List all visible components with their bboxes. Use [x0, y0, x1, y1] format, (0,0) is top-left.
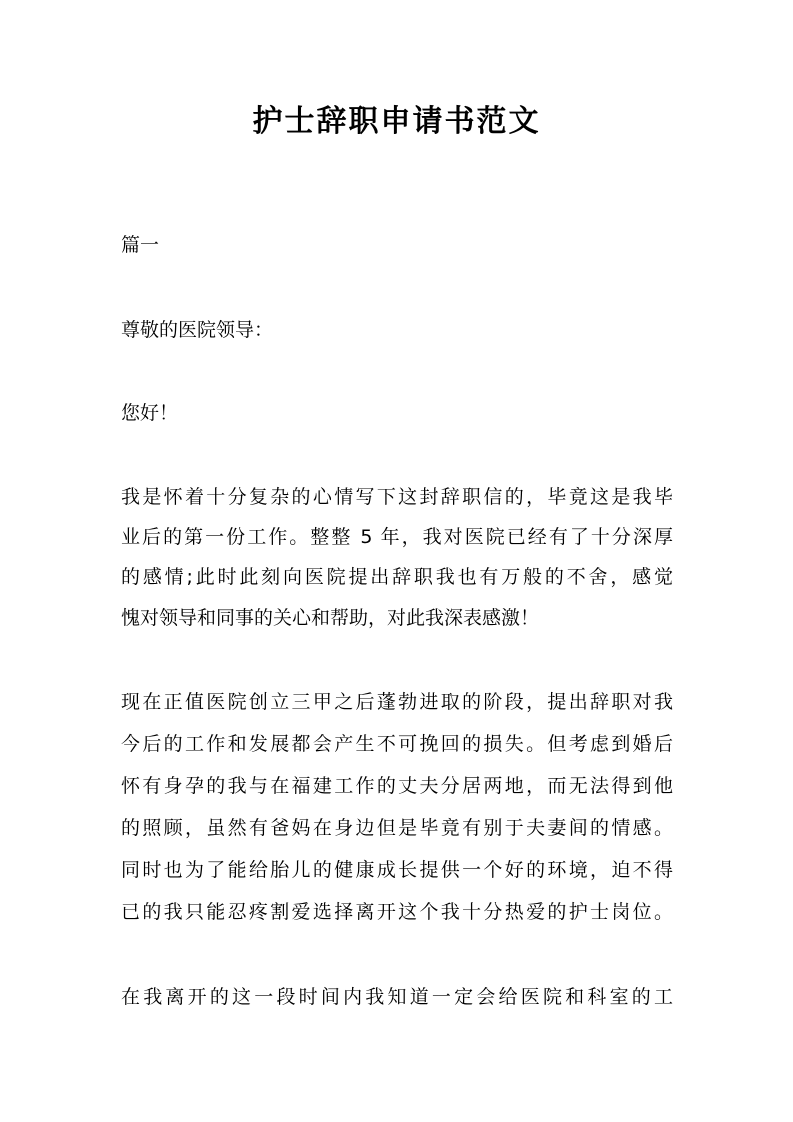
paragraph-1-line-4: 愧对领导和同事的关心和帮助，对此我深表感激！	[121, 607, 540, 629]
paragraph-1-line-2: 业后的第一份工作。整整 5 年，我对医院已经有了十分深厚	[121, 526, 673, 548]
paragraph-2-line-4: 的照顾，虽然有爸妈在身边但是毕竟有别于夫妻间的情感。	[121, 817, 673, 839]
paragraph-2-line-6: 已的我只能忍疼割爱选择离开这个我十分热爱的护士岗位。	[121, 901, 673, 923]
paragraph-3-line-1: 在我离开的这一段时间内我知道一定会给医院和科室的工	[121, 986, 673, 1008]
paragraph-2-line-1: 现在正值医院创立三甲之后蓬勃进取的阶段，提出辞职对我	[121, 691, 673, 713]
paragraph-2-line-2: 今后的工作和发展都会产生不可挽回的损失。但考虑到婚后	[121, 733, 673, 755]
salutation: 尊敬的医院领导：	[121, 319, 274, 341]
paragraph-2-line-3: 怀有身孕的我与在福建工作的丈夫分居两地，而无法得到他	[121, 775, 673, 797]
section-label: 篇一	[121, 234, 160, 256]
paragraph-2-line-5: 同时也为了能给胎儿的健康成长提供一个好的环境，迫不得	[121, 859, 673, 881]
greeting: 您好！	[121, 402, 179, 424]
paragraph-1-line-1: 我是怀着十分复杂的心情写下这封辞职信的，毕竟这是我毕	[121, 486, 673, 508]
paragraph-1-line-3: 的感情;此时此刻向医院提出辞职我也有万般的不舍，感觉	[121, 566, 673, 588]
document-title: 护士辞职申请书范文	[252, 104, 541, 139]
